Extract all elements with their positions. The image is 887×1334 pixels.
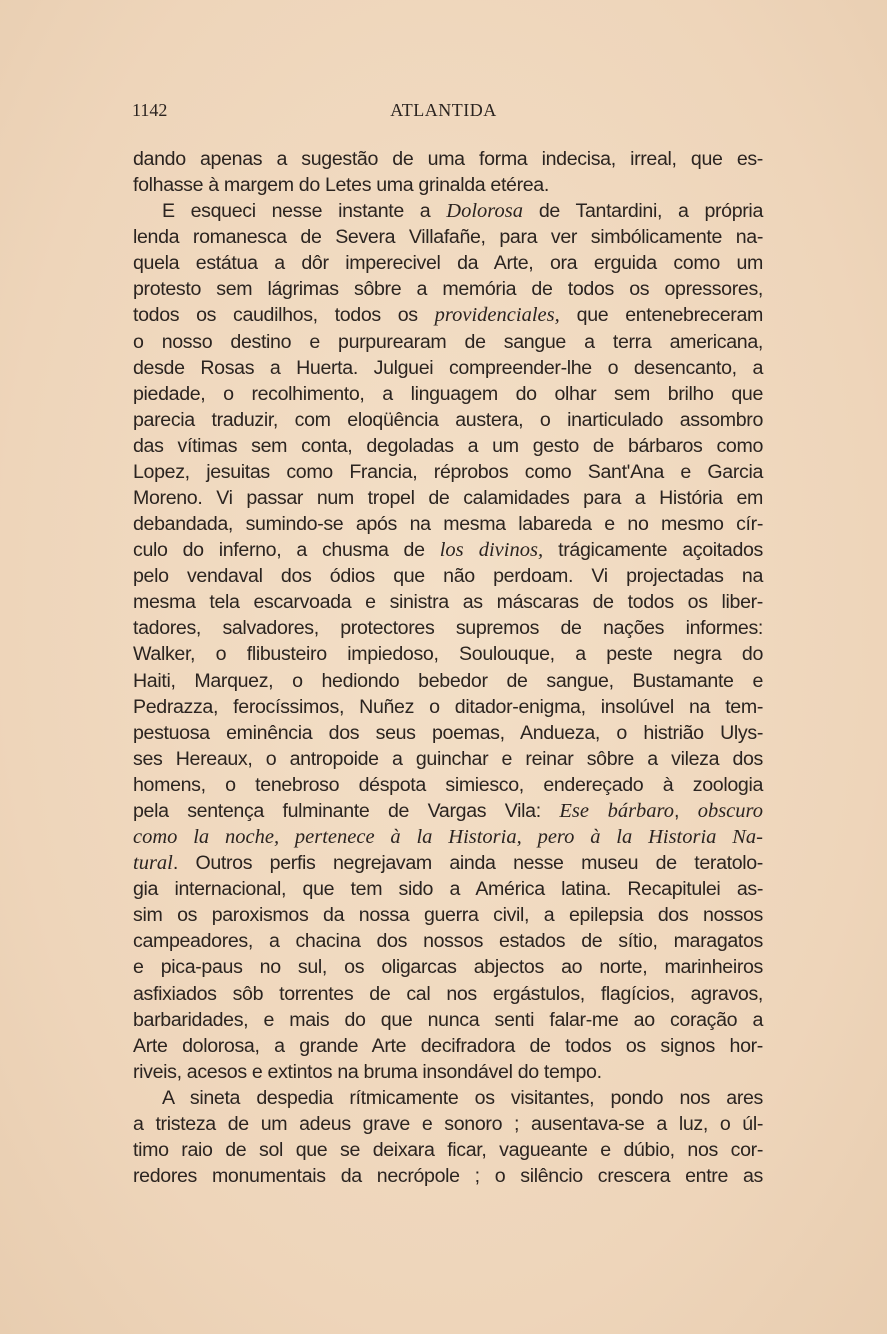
text-run: de Tantardini, a própria (522, 200, 763, 223)
text-run: dando apenas a sugestão de uma forma indecisa, irreal, que es- (133, 148, 763, 170)
text-line (133, 589, 763, 615)
text-line (133, 250, 763, 276)
text-run: todos os caudilhos, todos os (133, 304, 435, 327)
italic-text: como la noche, pertenece à la Historia, pero à la Historia Na- (133, 826, 763, 849)
text-line (133, 1059, 763, 1085)
text-run: das vítimas sem conta, degoladas a um gesto de bárbaros como (133, 434, 763, 457)
text-run: , (674, 799, 698, 822)
italic-text: Ese bárbaro (559, 799, 675, 822)
text-run: redores monumentais da necrópole ; o silêncio crescera entre as (133, 1165, 763, 1188)
text-line (133, 798, 763, 824)
text-line (133, 433, 763, 459)
text-run: barbaridades, e mais do que nunca senti falar-me ao coração a (133, 1008, 763, 1031)
text-line (133, 172, 763, 198)
text-run: riveis, acesos e extintos na bruma insondável do tempo. (133, 1060, 602, 1083)
text-line (133, 668, 763, 694)
text-line (133, 641, 763, 667)
italic-text: los divinos, (439, 539, 544, 562)
text-run: lenda romanesca de Severa Villafañe, para ver simbólicamente na- (133, 226, 763, 249)
text-run: homens, o tenebroso déspota simiesco, endereçado à zoologia (133, 773, 763, 796)
text-line (133, 537, 763, 563)
text-line (133, 563, 763, 589)
text-line (133, 276, 763, 302)
text-line (133, 720, 763, 746)
text-run: a tristeza de um adeus grave e sonoro ; ausentava-se a luz, o úl- (133, 1112, 763, 1135)
text-run: sim os paroxismos da nossa guerra civil, a epilepsia dos nossos (133, 904, 763, 927)
text-run: gia internacional, que tem sido a América latina. Recapitulei as- (133, 878, 763, 901)
text-run: folhasse à margem do Letes uma grinalda etérea. (133, 174, 549, 197)
text-run: pelo vendaval dos ódios que não perdoam. Vi projectadas na (133, 565, 763, 588)
text-run: o nosso destino e purpurearam de sangue a terra americana, (133, 330, 763, 353)
running-title: ATLANTIDA (390, 100, 497, 120)
text-run: timo raio de sol que se deixara ficar, vagueante e dúbio, nos cor- (133, 1138, 763, 1161)
text-line (133, 1085, 763, 1111)
text-run: desde Rosas a Huerta. Julguei compreender-lhe o desencanto, a (133, 356, 763, 379)
italic-text: providenciales, (434, 304, 560, 327)
text-run: Haiti, Marquez, o hediondo bebedor de sangue, Bustamante e (133, 669, 763, 692)
text-run: ses Hereaux, o antropoide a guinchar e reinar sôbre a vileza dos (133, 747, 763, 770)
text-line (133, 746, 763, 772)
text-line (133, 459, 763, 485)
text-line (133, 928, 763, 954)
text-run: Lopez, jesuitas como Francia, réprobos como Sant'Ana e Garcia (133, 460, 763, 483)
italic-text: Dolorosa (446, 200, 523, 223)
text-run: campeadores, a chacina dos nossos estados de sítio, maragatos (133, 930, 763, 953)
text-run: protesto sem lágrimas sôbre a memória de todos os opressores, (133, 278, 763, 301)
text-line (133, 511, 763, 537)
text-run: mesma tela escarvoada e sinistra as máscaras de todos os liber- (133, 591, 763, 614)
text-line (133, 981, 763, 1007)
text-run: . Outros perfis negrejavam ainda nesse museu de teratolo- (172, 852, 763, 875)
text-line (133, 772, 763, 798)
text-line (133, 355, 763, 381)
text-run: debandada, sumindo-se após na mesma labareda e no mesmo cír- (133, 513, 763, 536)
text-line (133, 850, 763, 876)
text-line (133, 1033, 763, 1059)
text-run: A sineta despedia rítmicamente os visitantes, pondo nos ares (162, 1086, 763, 1109)
text-run: Pedrazza, ferocíssimos, Nuñez o ditador-enigma, insolúvel na tem- (133, 695, 763, 718)
text-line (133, 224, 763, 250)
text-line (133, 329, 763, 355)
italic-text: tural (133, 852, 173, 875)
text-line (133, 954, 763, 980)
text-run: pestuosa eminência dos seus poemas, Andueza, o histrião Ulys- (133, 721, 763, 744)
text-line (133, 615, 763, 641)
text-line (133, 902, 763, 928)
text-run: Walker, o flibusteiro impiedoso, Soulouque, a peste negra do (133, 643, 763, 666)
text-line (133, 1111, 763, 1137)
text-line (133, 146, 763, 172)
text-line (133, 824, 763, 850)
text-run: culo do inferno, a chusma de (133, 539, 440, 562)
text-run: pela sentença fulminante de Vargas Vila: (133, 799, 560, 822)
text-run: Arte dolorosa, a grande Arte decifradora de todos os signos hor- (133, 1034, 763, 1057)
text-line (133, 485, 763, 511)
page-body-text (133, 146, 763, 1189)
text-line (133, 1007, 763, 1033)
text-line (133, 1137, 763, 1163)
text-line (133, 876, 763, 902)
text-run: asfixiados sôb torrentes de cal nos ergástulos, flagícios, agravos, (133, 982, 763, 1005)
text-run: Moreno. Vi passar num tropel de calamidades para a História em (133, 487, 763, 510)
text-run: que entenebreceram (559, 304, 763, 327)
text-line (133, 198, 763, 224)
text-run: quela estátua a dôr imperecivel da Arte, ora erguida como um (133, 252, 763, 275)
text-run: e pica-paus no sul, os oligarcas abjectos ao norte, marinheiros (133, 956, 763, 979)
page-number: 1142 (132, 100, 168, 120)
text-line (133, 1163, 763, 1189)
text-run: E esqueci nesse instante a (162, 200, 447, 223)
text-run: parecia traduzir, com eloqüência austera, o inarticulado assombro (133, 408, 763, 431)
text-run: piedade, o recolhimento, a linguagem do olhar sem brilho que (133, 382, 763, 405)
text-run: trágicamente açoitados (543, 539, 763, 562)
italic-text: obscuro (697, 799, 763, 822)
text-line (133, 694, 763, 720)
text-line (133, 381, 763, 407)
text-line (133, 302, 763, 328)
text-line (133, 407, 763, 433)
text-run: tadores, salvadores, protectores supremos de nações informes: (133, 617, 763, 640)
